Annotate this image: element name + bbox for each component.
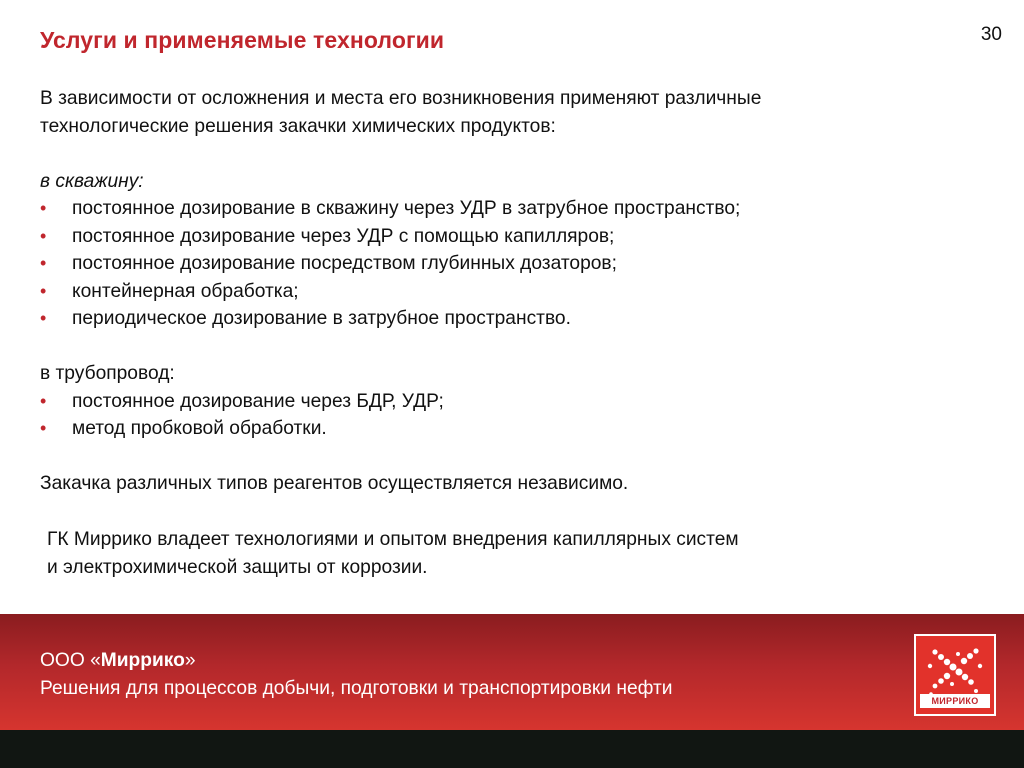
slide-title: Услуги и применяемые технологии xyxy=(40,27,445,53)
list-item xyxy=(40,223,940,251)
list-item-text: постоянное дозирование в скважину через УДР в затрубное пространство; xyxy=(72,198,741,219)
well-list xyxy=(40,195,940,333)
spacer xyxy=(40,333,940,361)
bullet-icon: • xyxy=(40,225,47,246)
list-item xyxy=(40,305,940,333)
bullet-icon: • xyxy=(40,308,47,328)
bottom-band xyxy=(0,730,1024,768)
list-item-text: постоянное дозирование через БДР, УДР; xyxy=(72,390,444,412)
footer-tagline: Решения для процессов добычи, подготовки и транспортировки нефти xyxy=(40,678,673,699)
page-number: 30 xyxy=(980,24,1002,45)
logo-text: МИРРИКО xyxy=(920,694,990,708)
list-item xyxy=(40,195,940,223)
company-note-line-2: и электрохимической защиты от коррозии. xyxy=(47,557,428,578)
spacer xyxy=(40,443,940,471)
slide-content xyxy=(40,85,940,498)
company-suffix: » xyxy=(184,650,196,671)
well-heading: в скважину: xyxy=(40,170,144,192)
list-item xyxy=(40,388,940,416)
pipeline-heading: в трубопровод: xyxy=(40,363,175,384)
company-note xyxy=(47,526,947,582)
spacer xyxy=(40,140,940,168)
mirriko-logo xyxy=(914,634,996,716)
company-note-line-1: ГК Миррико владеет технологиями и опытом внедрения капиллярных систем xyxy=(47,529,739,550)
company-prefix: ООО « xyxy=(40,650,101,671)
bullet-icon: • xyxy=(40,198,47,218)
intro-line-1: В зависимости от осложнения и места его возникновения применяют различные xyxy=(40,88,762,109)
list-item xyxy=(40,415,940,443)
list-item-text: контейнерная обработка; xyxy=(72,280,299,302)
list-item-text: периодическое дозирование в затрубное пространство. xyxy=(72,308,571,329)
list-item xyxy=(40,250,940,278)
bullet-icon: • xyxy=(40,390,47,411)
list-item-text: постоянное дозирование через УДР с помощью капилляров; xyxy=(72,225,615,247)
list-item-text: метод пробковой обработки. xyxy=(72,418,327,439)
independent-note: Закачка различных типов реагентов осуществляется независимо. xyxy=(40,473,629,494)
intro-line-2: технологические решения закачки химических продуктов: xyxy=(40,115,556,137)
company-name: Миррико xyxy=(100,650,185,671)
footer-company xyxy=(40,650,196,672)
list-item xyxy=(40,278,940,306)
bullet-icon: • xyxy=(40,280,47,301)
list-item-text: постоянное дозирование посредством глубинных дозаторов; xyxy=(72,253,617,274)
pipeline-list xyxy=(40,388,940,443)
bullet-icon: • xyxy=(40,253,47,273)
footer-band xyxy=(0,614,1024,730)
bullet-icon: • xyxy=(40,418,47,438)
